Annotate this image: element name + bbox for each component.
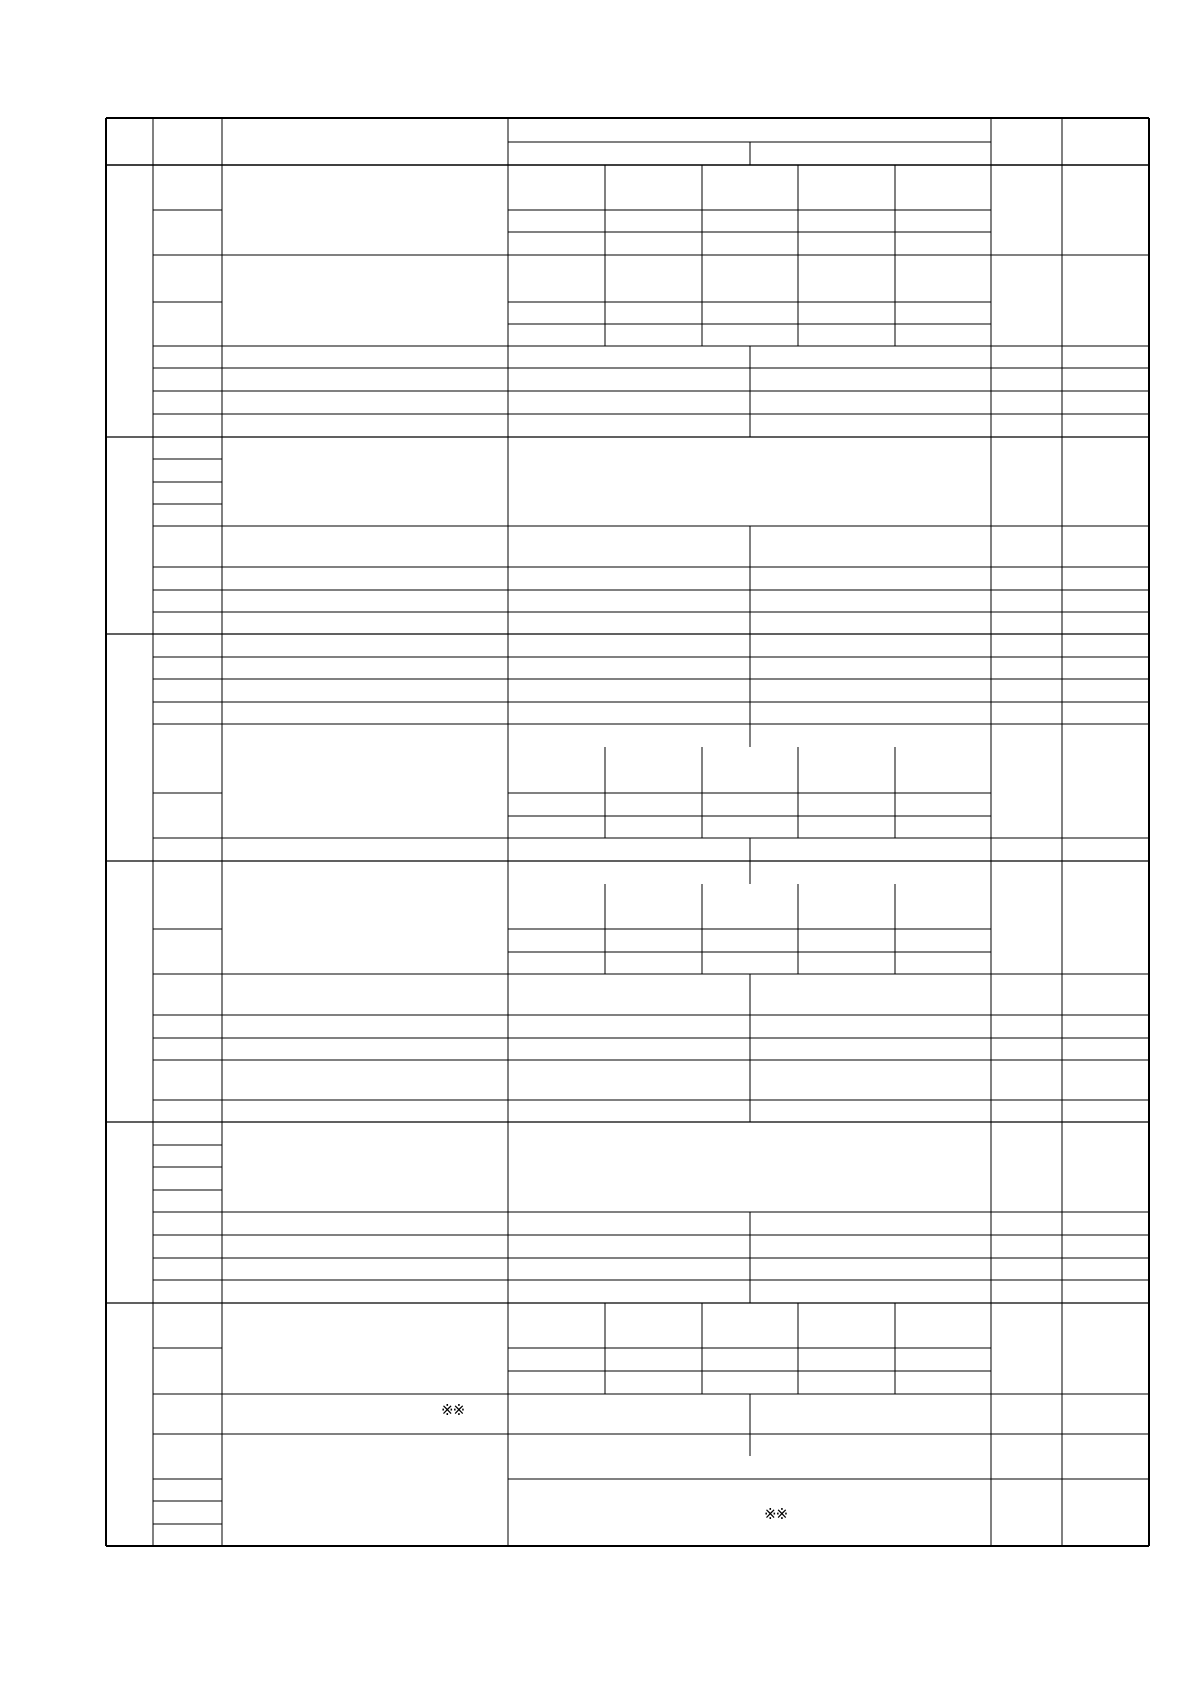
value-note-mark: ※※ [764,1505,788,1523]
item-note-mark: ※※ [441,1401,465,1419]
